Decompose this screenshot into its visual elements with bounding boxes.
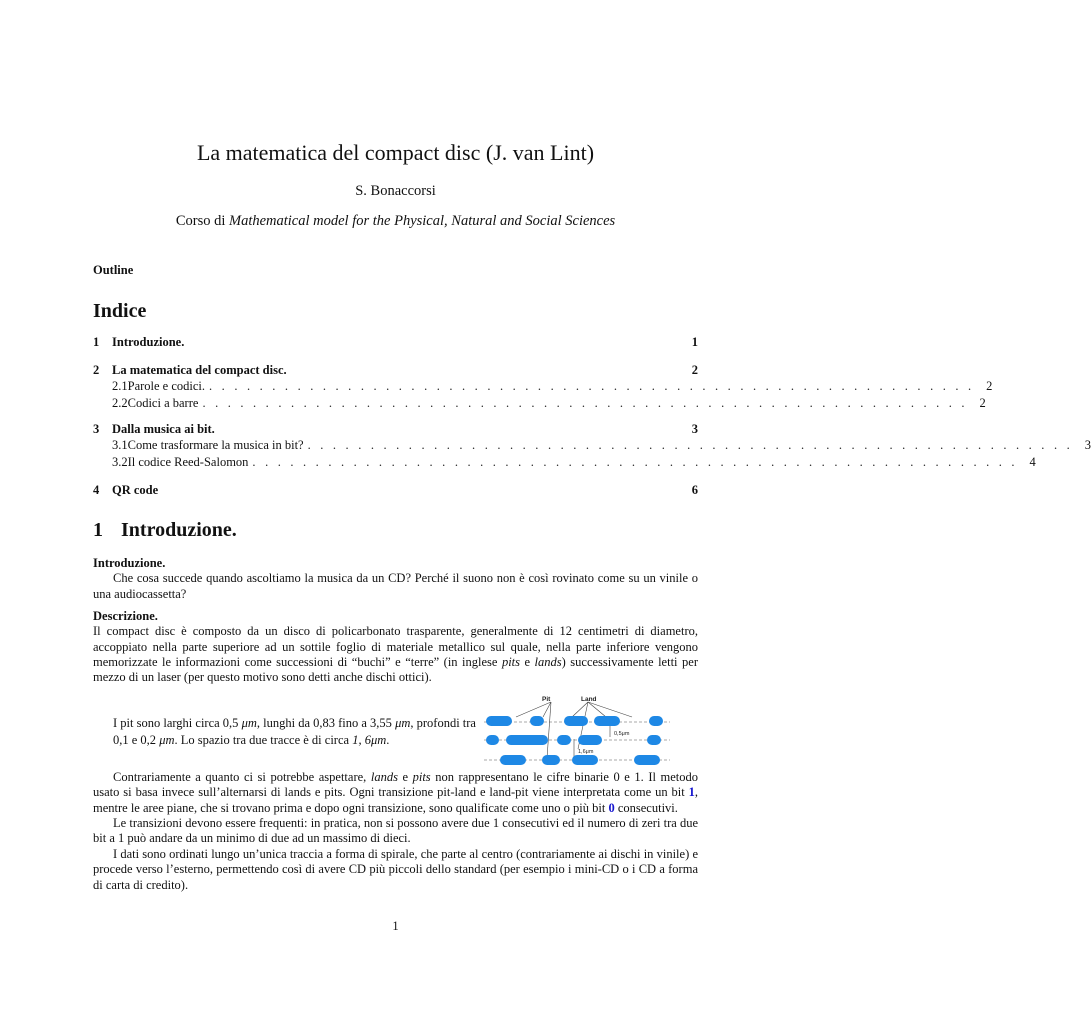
toc-entry-2[interactable] <box>93 363 698 380</box>
description-heading: Descrizione. <box>93 609 158 623</box>
intro-text: Che cosa succede quando ascoltiamo la musica da un CD? Perché il suono non è così rovinato come su un vinile o una audiocassetta? <box>93 571 698 601</box>
pit-shape <box>634 755 660 765</box>
figure-label-spacing: 1,6μm <box>578 749 594 755</box>
pit-text-d: . Lo spazio tra due tracce è di circa <box>174 733 353 747</box>
conj: e <box>397 770 413 784</box>
section-heading <box>93 519 237 542</box>
author: S. Bonaccorsi <box>355 183 436 199</box>
toc-label: La matematica del compact disc. <box>112 363 287 377</box>
document-title: La matematica del compact disc (J. van Lint) <box>196 140 595 165</box>
pit-shape <box>594 716 620 726</box>
figure-label-pit: Pit <box>542 696 551 703</box>
pit-shape <box>500 755 526 765</box>
pit-size-paragraph <box>113 715 478 749</box>
toc-number: 2 <box>93 363 100 377</box>
toc-number: 2.2 <box>112 396 128 410</box>
toc-page: 2 <box>986 379 993 393</box>
pit-text-e: . <box>386 733 390 747</box>
contra-c: , mentre le aree piane, che si trovano prima e dopo ogni transizione, sono qualificate come uno o più bit <box>93 785 698 815</box>
toc-entry-4[interactable] <box>93 483 698 500</box>
toc-leader: . . . . . . . . . . . . . . . . . . . . . . . . . . . . . . . . . . . . . . . . . . . . . . . . . . . . . . . . . . . . . <box>202 396 968 410</box>
intro-paragraph <box>93 556 698 602</box>
page-number: 1 <box>392 919 399 933</box>
section-number: 1 <box>93 519 103 541</box>
pit-text-a: I pit sono larghi circa 0,5 <box>113 716 242 730</box>
pit-text-c: , profondi tra 0,1 e 0,2 <box>113 716 476 747</box>
pit-text-b: , lunghi da 0,83 fino a 3,55 <box>256 716 396 730</box>
intro-heading: Introduzione. <box>93 556 166 570</box>
course-line <box>0 213 791 230</box>
term-lands: lands <box>370 770 398 784</box>
figure-label-width: 0,5μm <box>614 731 630 737</box>
toc-leader: . . . . . . . . . . . . . . . . . . . . . . . . . . . . . . . . . . . . . . . . . . . . . . . . . . . . . . . . . . . . . <box>307 438 1073 452</box>
pits <box>486 716 663 765</box>
pit-shape <box>578 735 602 745</box>
toc-page: 4 <box>1029 455 1036 469</box>
toc-page: 3 <box>691 422 698 436</box>
track-spacing: 1, 6μm <box>352 733 387 747</box>
toc-label: Come trasformare la musica in bit? <box>127 438 304 452</box>
pit-shape <box>564 716 588 726</box>
toc-leader: . . . . . . . . . . . . . . . . . . . . . . . . . . . . . . . . . . . . . . . . . . . . . . . . . . . . . . . . . . . . . <box>209 379 975 393</box>
unit: μm <box>159 733 175 747</box>
toc-page: 2 <box>979 396 986 410</box>
toc-number: 3 <box>93 422 100 436</box>
contra-b: non rappresentano le cifre binarie 0 e 1. Il metodo usato si basa invece sull’alternarsi di lands e pits. Ogni transizione pit-land e land-pit viene interpretata come un bit <box>93 770 699 800</box>
description-text <box>93 624 698 685</box>
conj: e <box>520 654 535 669</box>
term-pits: pits <box>501 654 521 669</box>
unit: μm <box>241 716 257 730</box>
outline-label: Outline <box>93 263 134 277</box>
toc-entry-3-1[interactable] <box>112 438 1091 455</box>
contra-a: Contrariamente a quanto ci si potrebbe aspettare, <box>113 770 371 784</box>
pit-shape <box>506 735 548 745</box>
toc-page: 2 <box>691 363 698 377</box>
toc-entry-1[interactable] <box>93 335 698 352</box>
index-heading: Indice <box>93 300 147 322</box>
toc-label: Codici a barre <box>127 396 199 410</box>
bit-one: 1 <box>688 785 695 800</box>
toc-label: Dalla musica ai bit. <box>112 422 215 436</box>
course-name: Mathematical model for the Physical, Natural and Social Sciences <box>228 213 616 229</box>
description-paragraph <box>93 609 698 685</box>
term-pits: pits <box>412 770 431 784</box>
toc-number: 2.1 <box>112 379 128 393</box>
description-text-b: ) successivamente letti per mezzo di un laser (per questo motivo sono detti anche dischi ottici). <box>93 654 698 685</box>
toc-page: 3 <box>1084 438 1091 452</box>
toc-label: Il codice Reed-Salomon <box>127 455 249 469</box>
toc-number: 4 <box>93 483 100 497</box>
pit-shape <box>486 735 499 745</box>
toc-entry-3[interactable] <box>93 422 698 439</box>
pit-shape <box>649 716 663 726</box>
toc-entry-2-1[interactable] <box>112 379 993 396</box>
pit-shape <box>647 735 661 745</box>
toc-label: QR code <box>112 483 159 497</box>
course-prefix: Corso di <box>175 213 229 229</box>
pit-shape <box>486 716 512 726</box>
toc-number: 3.2 <box>112 455 128 469</box>
toc-label: Introduzione. <box>112 335 185 349</box>
pit-shape <box>542 755 560 765</box>
pit-shape <box>530 716 544 726</box>
toc-number: 3.1 <box>112 438 128 452</box>
contra-d: consecutivi. <box>614 800 678 815</box>
spiral-paragraph: I dati sono ordinati lungo un’unica traccia a forma di spirale, che parte al centro (contrariamente ai dischi in vinile) e procede verso l’esterno, permettendo così di avere CD più piccoli dello standard (per esempio i mini-CD o i CD a forma di carta di credito). <box>93 847 698 892</box>
pits-lands-figure <box>482 693 672 768</box>
term-lands: lands <box>534 654 562 669</box>
figure-label-land: Land <box>581 696 597 703</box>
frequency-paragraph: Le transizioni devono essere frequenti: in pratica, non si possono avere due 1 consecutivi ed il numero di zeri tra due bit a 1 può andare da un minimo di due ad un massimo di dieci. <box>93 816 698 846</box>
toc-page: 6 <box>691 483 698 497</box>
toc-entry-2-2[interactable] <box>112 396 986 413</box>
toc-number: 1 <box>93 335 100 349</box>
toc-leader: . . . . . . . . . . . . . . . . . . . . . . . . . . . . . . . . . . . . . . . . . . . . . . . . . . . . . . . . . . . . . <box>252 455 1018 469</box>
pit-shape <box>557 735 571 745</box>
description-text-a: Il compact disc è composto da un disco di policarbonato trasparente, generalmente di 12 centimetri di diametro, accoppiato nella parte superiore ad un sottile foglio di materiale metallico sul quale, nella parte inferiore vengono memorizzate le informazioni come successioni di “buchi” e “terre” (in inglese <box>93 624 698 669</box>
transitions-paragraph <box>93 770 698 816</box>
section-title: Introduzione. <box>121 519 237 541</box>
bit-zero: 0 <box>608 800 615 815</box>
pit-shape <box>572 755 598 765</box>
unit: μm <box>395 716 411 730</box>
toc-entry-3-2[interactable] <box>112 455 1036 472</box>
toc-page: 1 <box>691 335 698 349</box>
toc-label: Parole e codici. <box>127 379 206 393</box>
